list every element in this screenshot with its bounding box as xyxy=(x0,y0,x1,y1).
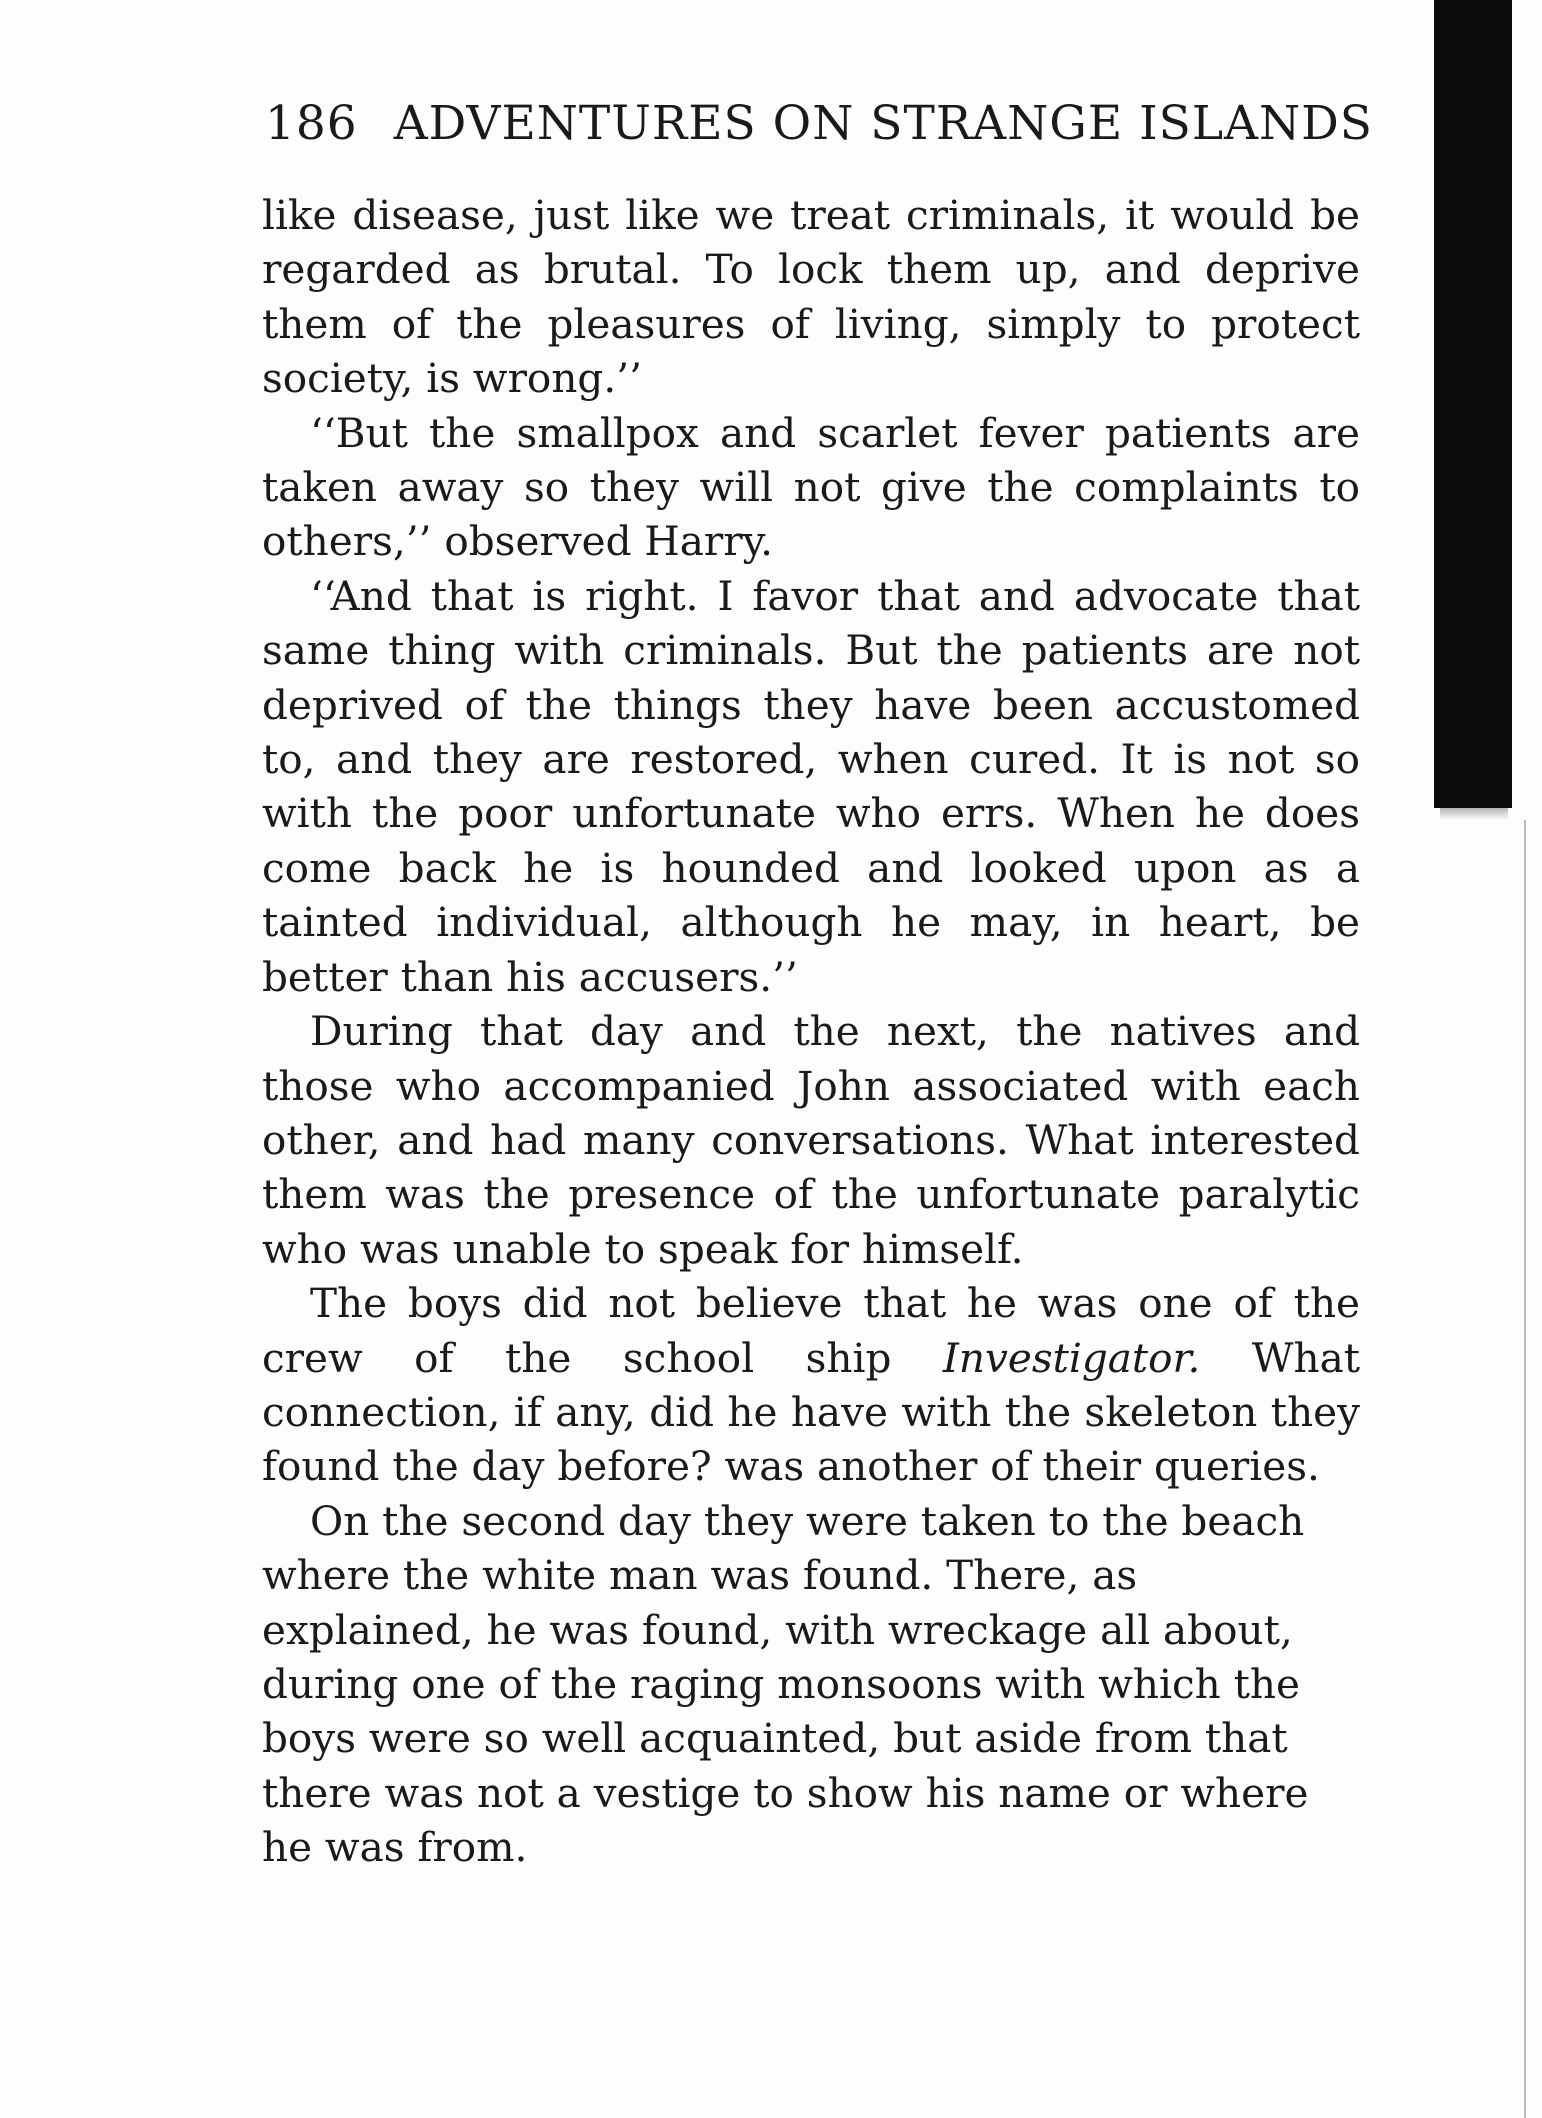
body-text xyxy=(262,188,1360,1875)
running-title: ADVENTURES ON STRANGE ISLANDS xyxy=(393,96,1373,151)
scan-edge-shadow xyxy=(1434,0,1512,808)
paragraph-5-lead: The boys did not believe that he was one of the crew of the school ship xyxy=(262,1279,1360,1382)
paragraph-3: ‘‘And that is right. I favor that and advocate that same thing with criminals. But the patients are not deprived of the things they have been accustomed to, and they are restored, when cured. It is not so with the poor unfortunate who errs. When he does come back he is hounded and looked upon as a tainted individual, although he may, in heart, be better than his accusers.’’ xyxy=(262,571,1360,1001)
page-edge-line xyxy=(1524,820,1526,2118)
paragraph-1: like disease, just like we treat criminals, it would be regarded as brutal. To lock them up, and deprive them of the pleasures of living, simply to protect society, is wrong.’’ xyxy=(262,191,1360,403)
page-number: 186 xyxy=(265,96,358,151)
paragraph-5 xyxy=(262,1276,1360,1494)
paragraph-2: ‘‘But the smallpox and scarlet fever patients are taken away so they will not give the complaints to others,’’ observed Harry. xyxy=(262,408,1360,566)
ship-name: Investigator. xyxy=(942,1333,1201,1382)
paragraph-6: On the second day they were taken to the beach where the white man was found. There, as explained, he was found, with wreckage all about, during one of the raging monsoons with which the boys were so well acquainted, but aside from that there was not a vestige to show his name or where he was from. xyxy=(262,1496,1309,1872)
scan-edge-taper xyxy=(1440,780,1508,820)
running-head xyxy=(265,96,1373,152)
paragraph-4: During that day and the next, the natives and those who accompanied John associated with each other, and had many conversations. What interested them was the presence of the unfortunate paralytic who was unable to speak for himself. xyxy=(262,1007,1360,1273)
paragraph-5-tail: What connection, if any, did he have with the skeleton they found the day before? was another of their queries. xyxy=(262,1333,1360,1491)
